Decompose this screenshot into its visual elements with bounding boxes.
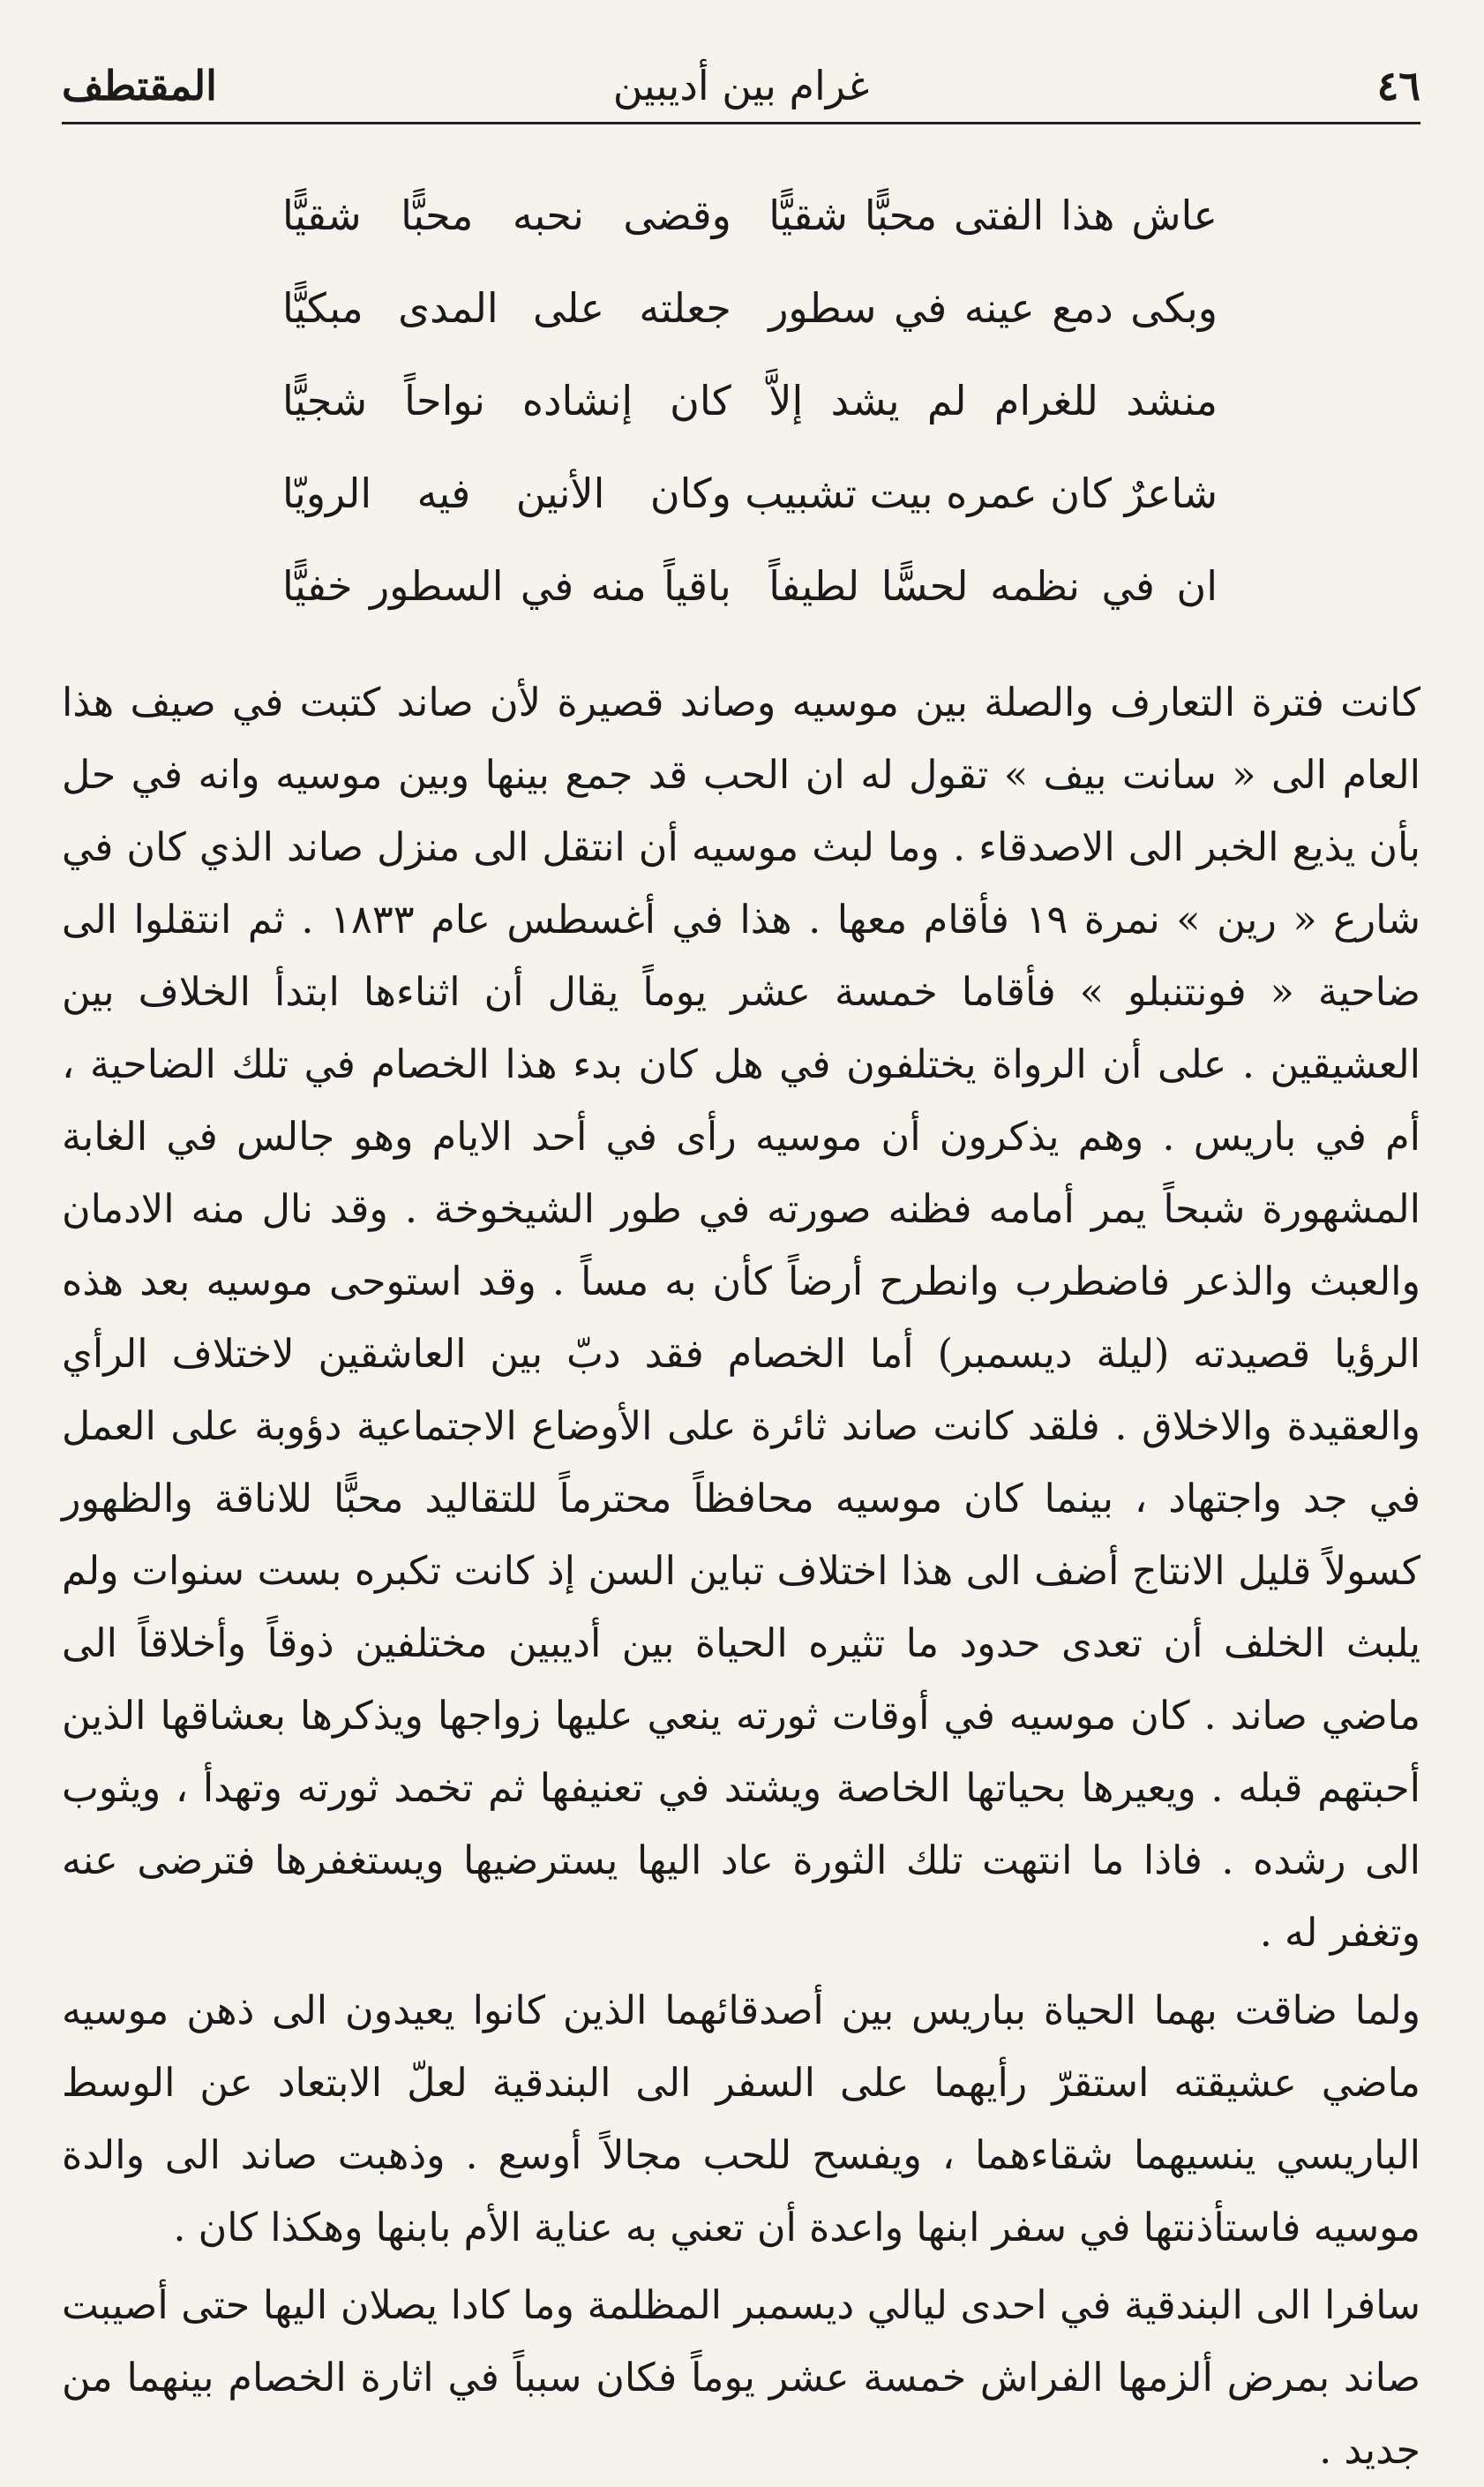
- poem-verse: [282, 354, 1218, 447]
- poem-verse: [282, 261, 1218, 354]
- body-paragraph: سافرا الى البندقية في احدى ليالي ديسمبر المظلمة وما كادا يصلان اليها حتى أصيبت صاند بمرض ألزمها الفراش خمسة عشر يوماً فكان سبباً في اثارة الخصام بينهما من جديد .: [62, 2283, 1420, 2473]
- poem-verse: [282, 447, 1218, 539]
- magazine-name: المقتطف: [62, 62, 217, 109]
- poem-verse: [282, 539, 1218, 632]
- verse-second-hemistich: جعلته على المدى مبكيًّا: [282, 283, 731, 332]
- article-title: غرام بين أديبين: [612, 62, 870, 109]
- verse-second-hemistich: باقياً منه في السطور خفيًّا: [282, 561, 731, 610]
- verse-first-hemistich: وبكى دمع عينه في سطور: [768, 283, 1218, 332]
- poem: [282, 169, 1218, 632]
- body-paragraph: كانت فترة التعارف والصلة بين موسيه وصاند قصيرة لأن صاند كتبت في صيف هذا العام الى « سانت بيف » تقول له ان الحب قد جمع بينها وبين موسيه وانه في حل بأن يذيع الخبر الى الاصدقاء . وما لبث موسيه أن انتقل الى منزل صاند الذي كان في شارع « رين » نمرة ١٩ فأقام معها . هذا في أغسطس عام ١٨٣٣ . ثم انتقلوا الى ضاحية « فونتنبلو » فأقاما خمسة عشر يوماً يقال أن اثناءها ابتدأ الخلاف بين العشيقين . على أن الرواة يختلفون في هل كان بدء هذا الخصام في تلك الضاحية ، أم في باريس . وهم يذكرون أن موسيه رأى في أحد الايام وهو جالس في الغابة المشهورة شبحاً يمر أمامه فظنه صورته في طور الشيخوخة . وقد نال منه الادمان والعبث والذعر فاضطرب وانطرح أرضاً كأن به مساً . وقد استوحى موسيه بعد هذه الرؤيا قصيدته (ليلة ديسمبر) أما الخصام فقد دبّ بين العاشقين لاختلاف الرأي والعقيدة والاخلاق . فلقد كانت صاند ثائرة على الأوضاع الاجتماعية دؤوبة على العمل في جد واجتهاد ، بينما كان موسيه محافظاً محترماً للتقاليد محبًّا للاناقة والظهور كسولاً قليل الانتاج أضف الى هذا اختلاف تباين السن إذ كانت تكبره بست سنوات ولم يلبث الخلف أن تعدى حدود ما تثيره الحياة بين أديبين مختلفين ذوقاً وأخلاقاً الى ماضي صاند . كان موسيه في أوقات ثورته ينعي عليها زواجها ويذكرها بعشاقها الذين أحبتهم قبله . ويعيرها بحياتها الخاصة ويشتد في تعنيفها ثم تخمد ثورته وتهدأ ، ويثوب الى رشده . فاذا ما انتهت تلك الثورة عاد اليها يسترضيها ويستغفرها فترضى عنه وتغفر له .: [62, 680, 1420, 1956]
- verse-first-hemistich: شاعرٌ كان عمره بيت تشبيب: [745, 469, 1218, 517]
- body-paragraph: ولما ضاقت بهما الحياة بباريس بين أصدقائهما الذين كانوا يعيدون الى ذهن موسيه ماضي عشيقته استقرّ رأيهما على السفر الى البندقية لعلّ الابتعاد عن الوسط الباريسي ينسيهما شقاءهما ، ويفسح للحب مجالاً أوسع . وذهبت صاند الى والدة موسيه فاستأذنتها في سفر ابنها واعدة أن تعني به عناية الأم بابنها وهكذا كان .: [62, 1988, 1420, 2250]
- article-body: [62, 667, 1420, 2487]
- verse-first-hemistich: عاش هذا الفتى محبًّا شقيًّا: [768, 191, 1218, 239]
- verse-second-hemistich: كان إنشاده نواحاً شجيًّا: [282, 376, 731, 425]
- running-header: [62, 26, 1420, 124]
- verse-first-hemistich: منشد للغرام لم يشد إلاَّ: [768, 376, 1218, 425]
- poem-verse: [282, 169, 1218, 261]
- verse-second-hemistich: وكان الأنين فيه الرويّا: [282, 469, 731, 517]
- page-number: ٤٦: [1376, 62, 1420, 109]
- verse-second-hemistich: وقضى نحبه محبًّا شقيًّا: [282, 191, 731, 239]
- page: [62, 26, 1420, 2473]
- verse-first-hemistich: ان في نظمه لحسًّا لطيفاً: [768, 561, 1218, 610]
